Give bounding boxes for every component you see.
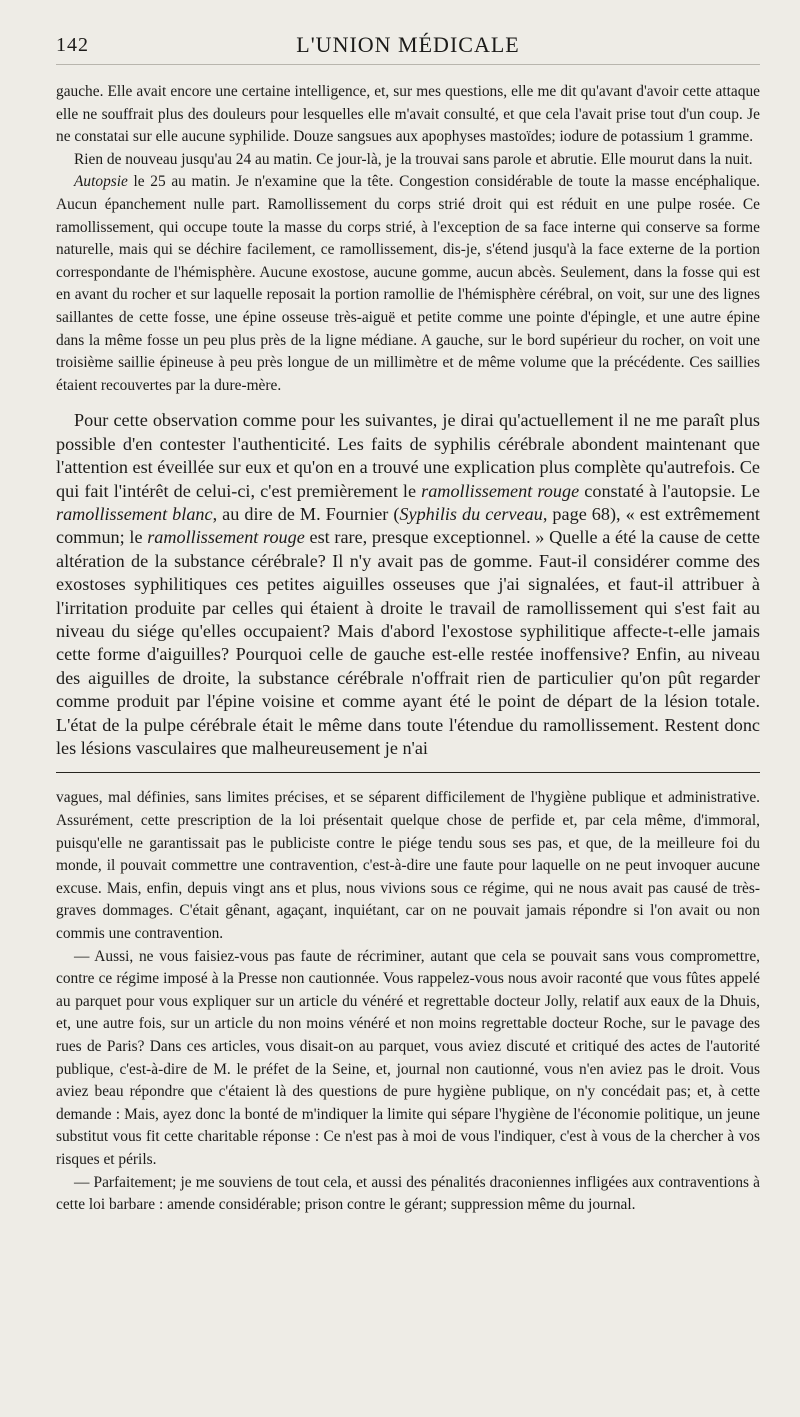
feuilleton-paragraph: — Aussi, ne vous faisiez-vous pas faute de récriminer, autant que cela se pouvait sans vous compromettre, contre ce régime imposé à la Presse non cautionnée. Vous rappelez-vous nous avoir raconté que vous fûtes appelé au parquet pour vous expliquer sur un article du vénéré et regrettable docteur Jolly, relatif aux eaux de la Dhuis, et, une autre fois, sur un article du non moins vénéré et non moins regrettable docteur Roche, sur le pavage des rues de Paris? Dans ces articles, vous disait-on au parquet, vous aviez discuté et critiqué des actes de l'autorité publique, c'est-à-dire de M. le préfet de la Seine, et, journal non cautionné, vous n'en aviez pas le droit. Vous aviez beau répondre que c'étaient là des questions de pure hygiène publique, on n'y concédait pas; et, à cette demande : Mais, ayez donc la bonté de m'indiquer la limite qui sépare l'hygiène de l'économie politique, un jeune substitut vous fit cette charitable réponse : Ce n'est pas à moi de vous l'indiquer, c'est à vous de la chercher à vos risques et périls.	[56, 947, 760, 1168]
emphasis-text: ramollissement blanc	[56, 503, 213, 524]
discussion-text: Pour cette observation comme pour les suivantes, je dirai qu'actuellement il ne me paraît plus possible d'en contester l'authenticité. Les faits de syphilis cérébrale abondent maintenant que l'attention est éveillée sur eux et qu'on en a trouvé une explication plus complète qu'autrefois. Ce qui fait l'intérêt de celui-ci, c'est premièrement le	[56, 410, 760, 501]
discussion-text: constaté à l'autopsie. Le	[579, 480, 760, 501]
page-header	[56, 0, 760, 65]
case-paragraph: gauche. Elle avait encore une certaine intelligence, et, sur mes questions, elle me dit qu'avant d'avoir cette attaque elle ne souffrait plus des douleurs pour lesquelles elle m'avait consulté, et que cela l'avait prise tout d'un coup. Je ne constatai sur elle aucune syphilide. Douze sangsues aux apophyses mastoïdes; iodure de potassium 1 gramme.	[56, 83, 760, 146]
feuilleton-section	[56, 787, 760, 1216]
case-paragraph: Rien de nouveau jusqu'au 24 au matin. Ce jour-là, je la trouvai sans parole et abrutie. Elle mourut dans la nuit.	[74, 150, 753, 168]
emphasis-text: ramollissement rouge	[147, 527, 305, 548]
citation-title: Syphilis du cerveau	[399, 503, 543, 524]
discussion-paragraph	[56, 409, 760, 760]
discussion-section	[56, 409, 760, 760]
discussion-text: , page 68), « est extrêmement commun; le	[56, 503, 760, 548]
autopsy-text: le 25 au matin. Je n'examine que la tête. Congestion considérable de toute la masse encéphalique. Aucun épanchement nulle part. Ramollissement du corps strié droit qui est réduit en une pulpe rosée. Ce ramollissement, qui occupe toute la masse du corps strié, à l'exception de sa face interne qui conserve sa forme naturelle, mais qui se déchire facilement, ce ramollissement, dis-je, s'étend jusqu'à la face externe de la portion correspondante de l'hémisphère. Aucune exostose, aucune gomme, aucun abcès. Seulement, dans la fosse qui est en avant du rocher et sur laquelle reposait la portion ramollie de l'hémisphère cérébral, on voit, sur une des lignes saillantes de cette fosse, une épine osseuse très-aiguë et petite comme une pointe d'épingle, et une autre épine dans la même fosse un peu plus près de la ligne médiane. A gauche, sur le bord supérieur du rocher, on voit une troisième saillie épineuse à peu près longue de un millimètre et de même volume que la précédente. Ces saillies étaient recouvertes par la dure-mère.	[56, 173, 760, 394]
feuilleton-paragraph: vagues, mal définies, sans limites précises, et se séparent difficilement de l'hygiène publique et administrative. Assurément, cette prescription de la loi présentait quelque chose de perfide et, par cela même, d'immoral, puisqu'elle ne garantissait pas le publiciste contre le piége tendu sous ses pas, et que, de la meilleure foi du monde, il pouvait commettre une contravention, c'est-à-dire une faute pour laquelle on ne peut invoquer aucune excuse. Mais, enfin, depuis vingt ans et plus, nous vivions sous ce régime, qui ne nous avait pas causé de très-graves dommages. C'était gênant, agaçant, inquiétant, car on ne pouvait jamais répondre si l'on avait ou non commis une contravention.	[56, 789, 760, 942]
autopsy-paragraph	[56, 171, 760, 397]
case-report-section	[56, 81, 760, 397]
feuilleton-paragraph: — Parfaitement; je me souviens de tout cela, et aussi des pénalités draconiennes infligées aux contraventions à cette loi barbare : amende considérable; prison contre le gérant; suppression même du journal.	[56, 1173, 760, 1214]
discussion-text: est rare, presque exceptionnel. » Quelle a été la cause de cette altération de la substance cérébrale? Il n'y avait pas de gomme. Faut-il considérer comme des exostoses syphilitiques ces petites aiguilles osseuses que j'ai signalées, et faut-il attribuer à l'irritation produite par celles qui étaient à droite le travail de ramollissement qui s'est fait au niveau du siége qu'elles occupaient? Mais d'abord l'exostose syphilitique affecte-t-elle jamais cette forme d'aiguilles? Pourquoi celle de gauche est-elle restée inoffensive? Enfin, au niveau des aiguilles de droite, la substance cérébrale n'offrait rien de particulier qu'on pût regarder comme produit par l'épine voisine et comme ayant été le point de départ de la lésion totale. L'état de la pulpe cérébrale était le même dans toute l'étendue du ramollissement. Restent donc les lésions vasculaires que malheureusement je n'ai	[56, 527, 760, 758]
emphasis-text: ramollissement rouge	[421, 480, 580, 501]
feuilleton-divider	[56, 772, 760, 773]
page-number: 142	[56, 34, 89, 56]
discussion-text: , au dire de M. Fournier (	[212, 503, 400, 524]
journal-title: L'UNION MÉDICALE	[296, 32, 520, 57]
autopsy-label: Autopsie	[74, 173, 128, 191]
